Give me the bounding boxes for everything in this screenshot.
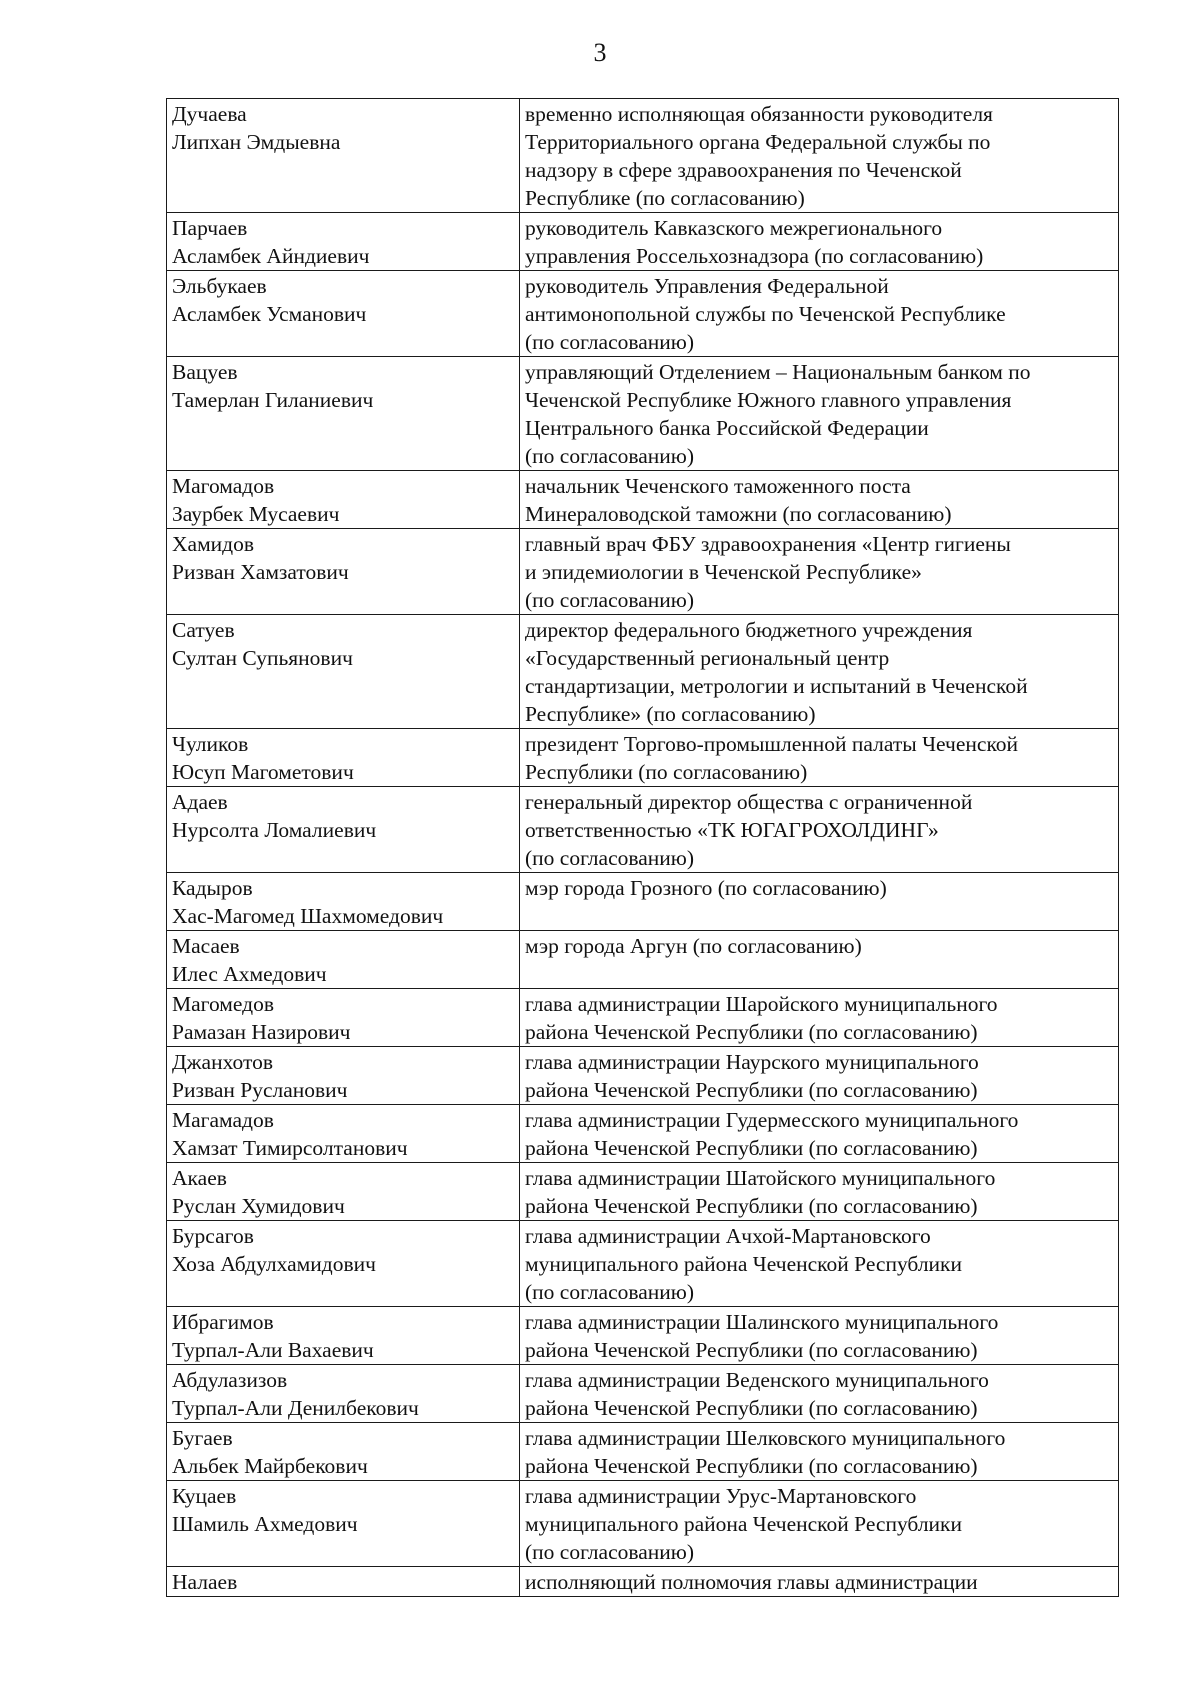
member-position-line: и эпидемиологии в Чеченской Республике» <box>525 560 922 584</box>
table-row <box>167 729 1119 787</box>
member-given-names: Турпал-Али Денилбекович <box>172 1396 419 1420</box>
member-position-line: президент Торгово-промышленной палаты Чеченской <box>525 732 1019 756</box>
member-position-line: Минераловодской таможни (по согласованию) <box>525 502 952 526</box>
member-position-cell <box>520 615 1119 729</box>
member-surname: Бугаев <box>172 1426 233 1450</box>
member-position-cell <box>520 729 1119 787</box>
member-surname: Парчаев <box>172 216 248 240</box>
member-name-cell <box>167 213 520 271</box>
member-position-cell <box>520 1423 1119 1481</box>
member-surname: Масаев <box>172 934 240 958</box>
table-row <box>167 615 1119 729</box>
table-row <box>167 873 1119 931</box>
member-given-names: Асламбек Айндиевич <box>172 244 370 268</box>
member-position-cell <box>520 1365 1119 1423</box>
member-surname: Налаев <box>172 1570 238 1594</box>
table-row <box>167 1481 1119 1567</box>
member-position-line: (по согласованию) <box>525 1280 695 1304</box>
table-row <box>167 1105 1119 1163</box>
member-position-line: управляющий Отделением – Национальным банком по <box>525 360 1031 384</box>
member-surname: Сатуев <box>172 618 235 642</box>
member-position-line: муниципального района Чеченской Республики <box>525 1512 963 1536</box>
member-surname: Магомадов <box>172 474 275 498</box>
member-position-line: района Чеченской Республики (по согласованию) <box>525 1020 978 1044</box>
member-given-names: Ризван Русланович <box>172 1078 348 1102</box>
table-row <box>167 1047 1119 1105</box>
member-position-line: Территориального органа Федеральной службы по <box>525 130 991 154</box>
member-surname: Кадыров <box>172 876 253 900</box>
member-name-cell <box>167 787 520 873</box>
member-position-line: Республике» (по согласованию) <box>525 702 816 726</box>
member-given-names: Хамзат Тимирсолтанович <box>172 1136 408 1160</box>
member-position-cell <box>520 873 1119 931</box>
member-position-line: (по согласованию) <box>525 444 695 468</box>
table-row <box>167 931 1119 989</box>
member-surname: Магамадов <box>172 1108 274 1132</box>
member-position-cell <box>520 529 1119 615</box>
member-position-cell <box>520 271 1119 357</box>
member-surname: Бурсагов <box>172 1224 254 1248</box>
member-name-cell <box>167 615 520 729</box>
member-surname: Вацуев <box>172 360 238 384</box>
member-name-cell <box>167 1221 520 1307</box>
member-position-line: Центрального банка Российской Федерации <box>525 416 929 440</box>
member-position-line: глава администрации Ачхой-Мартановского <box>525 1224 931 1248</box>
member-given-names: Шамиль Ахмедович <box>172 1512 358 1536</box>
member-name-cell <box>167 1567 520 1597</box>
member-surname: Магомедов <box>172 992 274 1016</box>
member-position-line: руководитель Управления Федеральной <box>525 274 889 298</box>
member-position-line: стандартизации, метрологии и испытаний в Чеченской <box>525 674 1028 698</box>
member-position-line: Республики (по согласованию) <box>525 760 808 784</box>
member-given-names: Альбек Майрбекович <box>172 1454 368 1478</box>
members-table-body <box>167 99 1119 1597</box>
member-position-line: исполняющий полномочия главы администрации <box>525 1570 978 1594</box>
member-position-line: района Чеченской Республики (по согласованию) <box>525 1078 978 1102</box>
member-position-line: муниципального района Чеченской Республики <box>525 1252 963 1276</box>
member-position-line: управления Россельхознадзора (по согласованию) <box>525 244 984 268</box>
member-position-line: глава администрации Шаройского муниципального <box>525 992 998 1016</box>
member-position-cell <box>520 471 1119 529</box>
member-position-cell <box>520 1163 1119 1221</box>
member-name-cell <box>167 1481 520 1567</box>
member-surname: Джанхотов <box>172 1050 273 1074</box>
member-given-names: Тамерлан Гиланиевич <box>172 388 374 412</box>
member-position-line: района Чеченской Республики (по согласованию) <box>525 1454 978 1478</box>
member-position-line: руководитель Кавказского межрегионального <box>525 216 943 240</box>
member-given-names: Юсуп Магометович <box>172 760 354 784</box>
table-row <box>167 1423 1119 1481</box>
member-name-cell <box>167 1047 520 1105</box>
table-row <box>167 271 1119 357</box>
member-position-cell <box>520 99 1119 213</box>
member-position-line: района Чеченской Республики (по согласованию) <box>525 1194 978 1218</box>
member-name-cell <box>167 729 520 787</box>
table-row <box>167 1163 1119 1221</box>
member-surname: Акаев <box>172 1166 227 1190</box>
member-given-names: Хас-Магомед Шахмомедович <box>172 904 444 928</box>
member-position-line: надзору в сфере здравоохранения по Чеченской <box>525 158 962 182</box>
member-surname: Адаев <box>172 790 228 814</box>
member-position-line: главный врач ФБУ здравоохранения «Центр гигиены <box>525 532 1011 556</box>
member-position-cell <box>520 787 1119 873</box>
member-position-cell <box>520 357 1119 471</box>
page-number: 3 <box>593 38 607 67</box>
member-position-line: глава администрации Веденского муниципального <box>525 1368 989 1392</box>
member-name-cell <box>167 989 520 1047</box>
member-position-line: «Государственный региональный центр <box>525 646 890 670</box>
member-position-cell <box>520 989 1119 1047</box>
member-position-line: глава администрации Урус-Мартановского <box>525 1484 917 1508</box>
member-name-cell <box>167 357 520 471</box>
member-position-line: глава администрации Наурского муниципального <box>525 1050 979 1074</box>
table-row <box>167 99 1119 213</box>
member-position-line: (по согласованию) <box>525 588 695 612</box>
member-position-line: глава администрации Шалинского муниципального <box>525 1310 999 1334</box>
member-given-names: Хоза Абдулхамидович <box>172 1252 376 1276</box>
table-row <box>167 1221 1119 1307</box>
member-name-cell <box>167 931 520 989</box>
member-position-line: района Чеченской Республики (по согласованию) <box>525 1338 978 1362</box>
member-given-names: Нурсолта Ломалиевич <box>172 818 377 842</box>
member-given-names: Ризван Хамзатович <box>172 560 349 584</box>
member-position-line: начальник Чеченского таможенного поста <box>525 474 911 498</box>
member-position-line: (по согласованию) <box>525 1540 695 1564</box>
member-position-line: временно исполняющая обязанности руководителя <box>525 102 993 126</box>
table-row <box>167 787 1119 873</box>
member-position-line: генеральный директор общества с ограниченной <box>525 790 973 814</box>
member-surname: Дучаева <box>172 102 247 126</box>
member-position-line: антимонопольной службы по Чеченской Республике <box>525 302 1006 326</box>
member-position-cell <box>520 1047 1119 1105</box>
member-position-line: ответственностью «ТК ЮГАГРОХОЛДИНГ» <box>525 818 939 842</box>
member-position-cell <box>520 213 1119 271</box>
member-name-cell <box>167 99 520 213</box>
member-position-cell <box>520 1481 1119 1567</box>
member-position-cell <box>520 931 1119 989</box>
members-table <box>166 98 1119 1597</box>
member-given-names: Рамазан Назирович <box>172 1020 351 1044</box>
table-row <box>167 989 1119 1047</box>
table-row <box>167 213 1119 271</box>
member-given-names: Асламбек Усманович <box>172 302 367 326</box>
member-position-line: мэр города Грозного (по согласованию) <box>525 876 887 900</box>
member-position-line: глава администрации Шелковского муниципального <box>525 1426 1006 1450</box>
member-position-line: района Чеченской Республики (по согласованию) <box>525 1396 978 1420</box>
member-given-names: Султан Супьянович <box>172 646 353 670</box>
member-position-cell <box>520 1307 1119 1365</box>
member-position-cell <box>520 1221 1119 1307</box>
table-row <box>167 1365 1119 1423</box>
member-name-cell <box>167 1307 520 1365</box>
member-name-cell <box>167 271 520 357</box>
member-name-cell <box>167 1365 520 1423</box>
member-position-line: (по согласованию) <box>525 846 695 870</box>
member-given-names: Липхан Эмдыевна <box>172 130 341 154</box>
member-position-line: (по согласованию) <box>525 330 695 354</box>
member-surname: Чуликов <box>172 732 249 756</box>
table-row <box>167 529 1119 615</box>
member-surname: Эльбукаев <box>172 274 267 298</box>
member-given-names: Турпал-Али Вахаевич <box>172 1338 374 1362</box>
member-position-cell <box>520 1567 1119 1597</box>
member-name-cell <box>167 471 520 529</box>
member-given-names: Заурбек Мусаевич <box>172 502 340 526</box>
member-name-cell <box>167 1423 520 1481</box>
table-row <box>167 1307 1119 1365</box>
member-position-line: глава администрации Шатойского муниципального <box>525 1166 996 1190</box>
member-position-line: Чеченской Республике Южного главного управления <box>525 388 1012 412</box>
member-position-line: глава администрации Гудермесского муниципального <box>525 1108 1019 1132</box>
member-name-cell <box>167 529 520 615</box>
member-given-names: Руслан Хумидович <box>172 1194 345 1218</box>
table-row <box>167 357 1119 471</box>
member-position-cell <box>520 1105 1119 1163</box>
member-surname: Куцаев <box>172 1484 237 1508</box>
member-surname: Ибрагимов <box>172 1310 274 1334</box>
member-position-line: Республике (по согласованию) <box>525 186 805 210</box>
member-surname: Хамидов <box>172 532 255 556</box>
table-row <box>167 1567 1119 1597</box>
member-name-cell <box>167 873 520 931</box>
member-position-line: мэр города Аргун (по согласованию) <box>525 934 862 958</box>
member-position-line: директор федерального бюджетного учреждения <box>525 618 973 642</box>
member-surname: Абдулазизов <box>172 1368 288 1392</box>
member-position-line: района Чеченской Республики (по согласованию) <box>525 1136 978 1160</box>
member-name-cell <box>167 1163 520 1221</box>
table-row <box>167 471 1119 529</box>
member-given-names: Илес Ахмедович <box>172 962 327 986</box>
member-name-cell <box>167 1105 520 1163</box>
